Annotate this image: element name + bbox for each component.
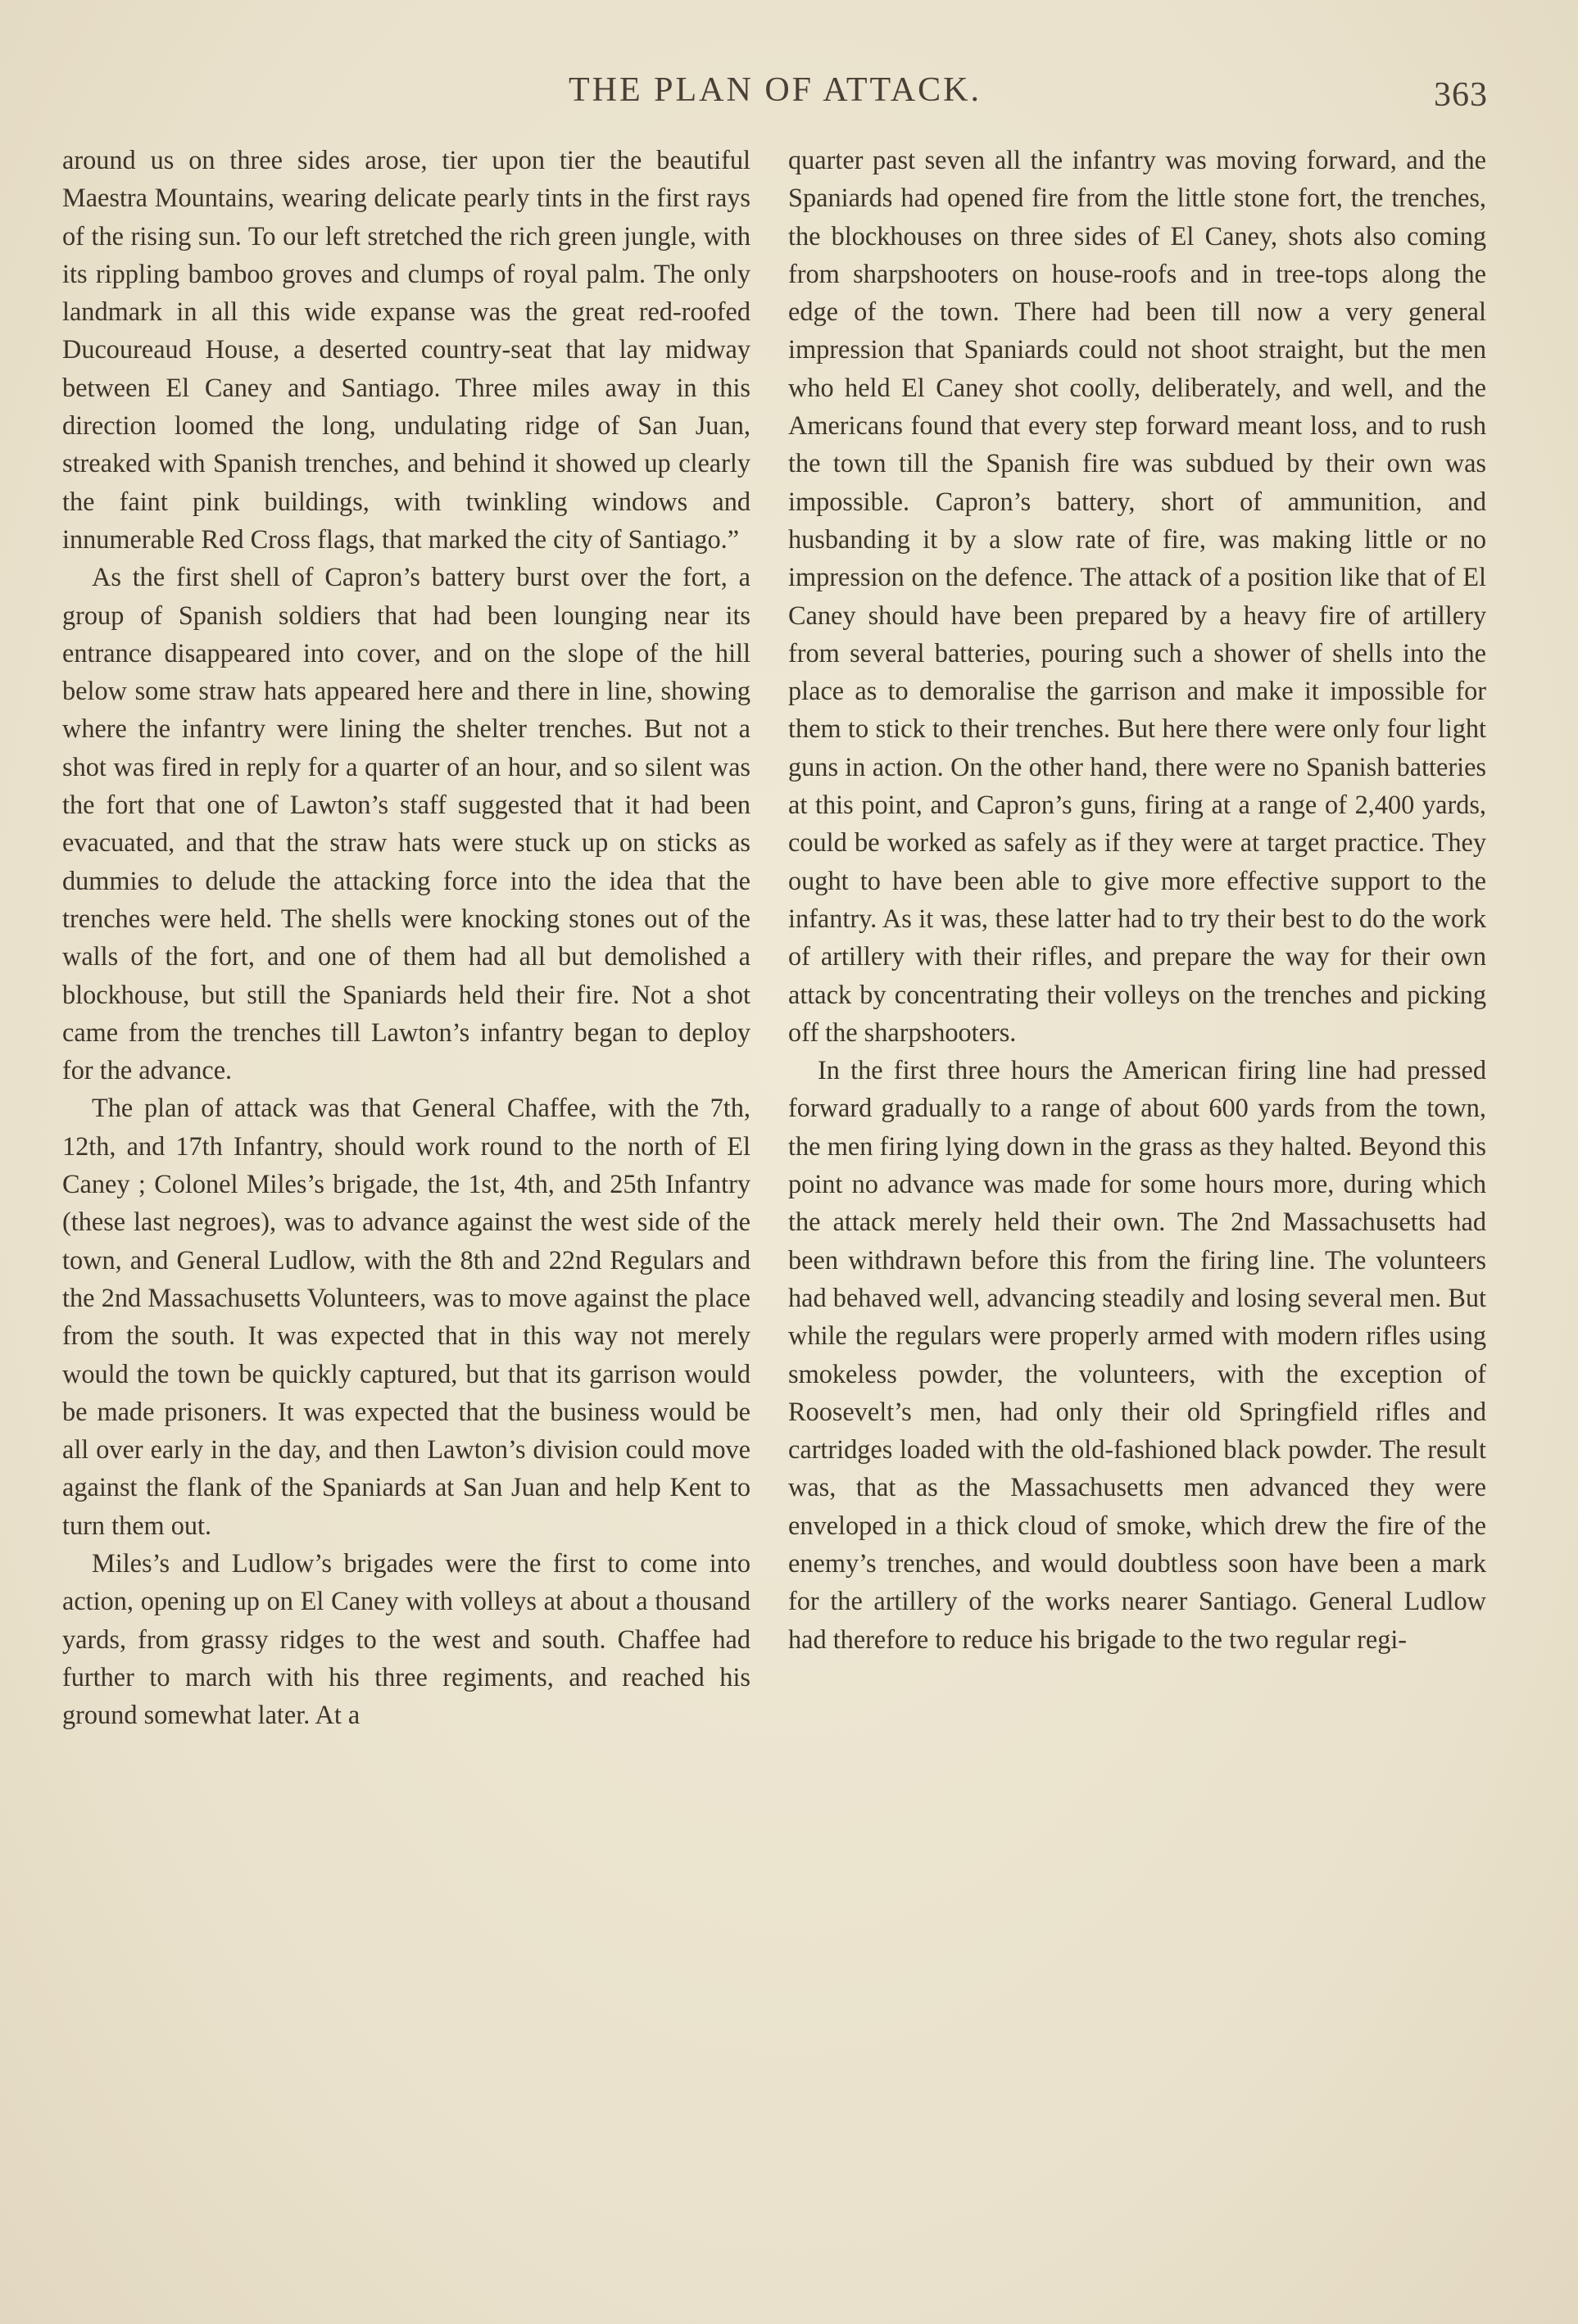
paragraph: As the first shell of Capron’s battery burst over the fort, a group of Spanish soldiers that had been lounging near its entrance disappeared into cover, and on the slope of the hill below some straw hats appeared here and there in line, showing where the infantry were lining the shelter trenches. But not a shot was fired in reply for a quarter of an hour, and so silent was the fort that one of Lawton’s staff suggested that it had been evacuated, and that the straw hats were stuck up on sticks as dummies to delude the attacking force into the idea that the trenches were held. The shells were knocking stones out of the walls of the fort, and one of them had all but demolished a blockhouse, but still the Spaniards held their fire. Not a shot came from the trenches till Lawton’s infantry began to deploy for the advance.	[62, 562, 750, 1085]
paragraph: around us on three sides arose, tier upon tier the beautiful Maestra Mountains, wearing delicate pearly tints in the first rays of the rising sun. To our left stretched the rich green jungle, with its rippling bamboo groves and clumps of royal palm. The only landmark in all this wide expanse was the great red-roofed Ducoureaud House, a deserted country-seat that lay midway between El Caney and Santiago. Three miles away in this direction loomed the long, undulating ridge of San Juan, streaked with Spanish trenches, and behind it showed up clearly the faint pink buildings, with twinkling windows and innumerable Red Cross flags, that marked the city of Santiago.”	[62, 145, 750, 554]
paragraph: Miles’s and Ludlow’s brigades were the first to come into action, opening up on El Caney with volleys at about a thousand yards, from grassy ridges to the west and south. Chaffee had further to march with his three regiments, and reached his ground somewhat later. At a	[62, 1547, 750, 1730]
paragraph: quarter past seven all the infantry was moving forward, and the Spaniards had opened fire from the little stone fort, the trenches, the blockhouses on three sides of El Caney, shots also coming from sharpshooters on house-roofs and in tree-tops along the edge of the town. There had been till now a very general impression that Spaniards could not shoot straight, but the men who held El Caney shot coolly, deliberately, and well, and the Americans found that every step forward meant loss, and to rush the town till the Spanish fire was subdued by their own was impossible. Capron’s battery, short of ammunition, and husbanding it by a slow rate of fire, was making little or no impression on the defence. The attack of a position like that of El Caney should have been prepared by a heavy fire of artillery from several batteries, pouring such a shower of shells into the place as to demoralise the garrison and make it impossible for them to stick to their trenches. But here there were only four light guns in action. On the other hand, there were no Spanish batteries at this point, and Capron’s guns, firing at a range of 2,400 yards, could be worked as safely as if they were at target practice. They ought to have been able to give more effective support to the infantry. As it was, these latter had to try their best to do the work of artillery with their rifles, and prepare the way for their own attack by concentrating their volleys on the trenches and picking off the sharpshooters.	[788, 145, 1486, 1047]
left-column	[62, 141, 750, 1733]
page-number: 363	[1434, 76, 1488, 114]
running-head	[0, 70, 1578, 120]
paragraph: In the first three hours the American firing line had pressed forward gradually to a range of about 600 yards from the town, the men firing lying down in the grass as they halted. Beyond this point no advance was made for some hours more, during which the attack merely held their own. The 2nd Massachusetts had been withdrawn before this from the firing line. The volunteers had behaved well, advancing steadily and losing several men. But while the regulars were properly armed with modern rifles using smokeless powder, the volunteers, with the exception of Roosevelt’s men, had only their old Springfield rifles and cartridges loaded with the old-fashioned black powder. The result was, that as the Massachusetts men advanced they were enveloped in a thick cloud of smoke, which drew the fire of the enemy’s trenches, and would doubtless soon have been a mark for the artillery of the works nearer Santiago. General Ludlow had therefore to reduce his brigade to the two regular regi-	[788, 1055, 1486, 1654]
paragraph: The plan of attack was that General Chaffee, with the 7th, 12th, and 17th Infantry, should work round to the north of El Caney ; Colonel Miles’s brigade, the 1st, 4th, and 25th Infantry (these last negroes), was to advance against the west side of the town, and General Ludlow, with the 8th and 22nd Regulars and the 2nd Massachusetts Volunteers, was to move against the place from the south. It was expected that in this way not merely would the town be quickly captured, but that its garrison would be made prisoners. It was expected that the business would be all over early in the day, and then Lawton’s division could move against the flank of the Spaniards at San Juan and help Kent to turn them out.	[62, 1093, 750, 1540]
chapter-title: THE PLAN OF ATTACK.	[569, 71, 982, 109]
right-column	[788, 141, 1486, 1658]
